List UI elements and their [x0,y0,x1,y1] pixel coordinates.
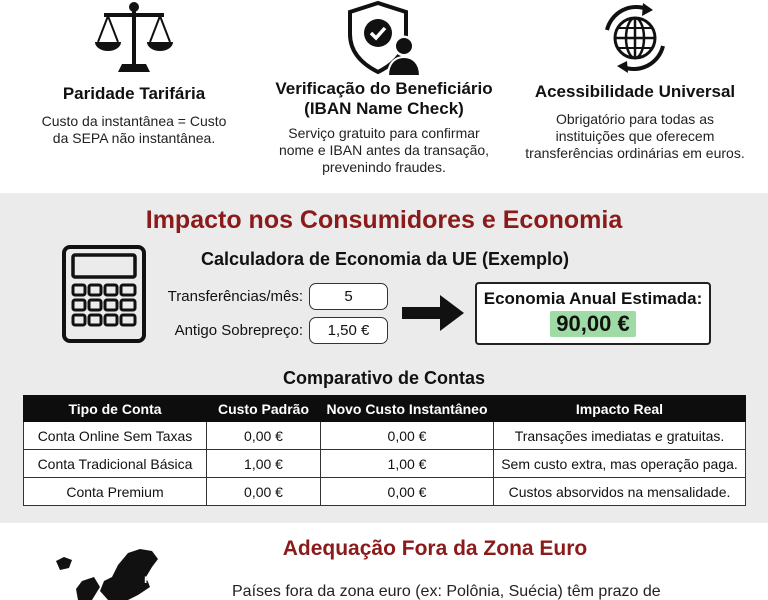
table-header-row [24,396,746,422]
comparison-table [23,395,746,506]
feature-desc-line: Serviço gratuito para confirmar [288,125,480,141]
features-section [0,0,768,193]
impact-section [0,193,768,523]
column-header: Custo Padrão [207,396,321,422]
feature-title-line: Verificação do Beneficiário [275,79,493,98]
transfers-label: Transferências/mês: [167,288,303,305]
table-cell: 0,00 € [321,478,494,506]
column-header: Tipo de Conta [24,396,207,422]
table-cell: 0,00 € [207,478,321,506]
transfers-field[interactable]: 5 [309,283,388,310]
table-cell: Conta Tradicional Básica [24,450,207,478]
feature-fee-parity [18,0,250,147]
column-header: Novo Custo Instantâneo [321,396,494,422]
feature-desc-line: transferências ordinárias em euros. [525,145,745,161]
column-header: Impacto Real [494,396,746,422]
table-cell: 1,00 € [321,450,494,478]
section-title: Impacto nos Consumidores e Economia [145,206,623,234]
feature-desc-line: Custo da instantânea = Custo [41,113,227,129]
map-label: Fi [144,576,154,586]
feature-iban-check [258,0,510,176]
calculator-icon [62,245,146,343]
section-title: Adequação Fora da Zona Euro [282,537,588,560]
outside-euro-section [0,523,768,600]
feature-title [258,79,510,119]
calculator-title: Calculadora de Economia da UE (Exemplo) [200,249,570,269]
table-cell: 0,00 € [321,422,494,450]
globe-arrows-icon [595,0,675,76]
table-row [24,450,746,478]
shield-check-user-icon [344,0,424,76]
feature-desc [18,113,250,147]
table-cell: 1,00 € [207,450,321,478]
feature-title-line: (IBAN Name Check) [304,99,464,118]
table-cell: Transações imediatas e gratuitas. [494,422,746,450]
feature-desc-line: da SEPA não instantânea. [52,130,216,146]
table-cell: Sem custo extra, mas operação paga. [494,450,746,478]
result-label: Economia Anual Estimada: [483,289,703,308]
feature-desc-line: nome e IBAN antes da transação, [278,142,490,158]
feature-desc [258,125,510,176]
table-cell: Conta Online Sem Taxas [24,422,207,450]
section-text: Países fora da zona euro (ex: Polônia, Suécia) têm prazo de [232,583,661,600]
scales-icon [92,0,176,76]
feature-title: Paridade Tarifária [62,84,206,103]
feature-title: Acessibilidade Universal [534,82,736,101]
table-row [24,422,746,450]
old-fee-label: Antigo Sobrepreço: [174,322,303,339]
result-box [475,282,711,345]
feature-desc [510,111,760,162]
arrow-right-icon [402,293,466,333]
table-cell: Conta Premium [24,478,207,506]
table-cell: 0,00 € [207,422,321,450]
feature-desc-line: Obrigatório para todas as [556,111,714,127]
result-value: 90,00 € [550,311,635,337]
comparison-title: Comparativo de Contas [282,368,486,388]
feature-desc-line: instituições que oferecem [555,128,715,144]
table-row [24,478,746,506]
old-fee-field[interactable]: 1,50 € [309,317,388,344]
table-cell: Custos absorvidos na mensalidade. [494,478,746,506]
feature-universal-access [510,0,760,162]
europe-map-icon [42,543,162,600]
feature-desc-line: prevenindo fraudes. [322,159,446,175]
